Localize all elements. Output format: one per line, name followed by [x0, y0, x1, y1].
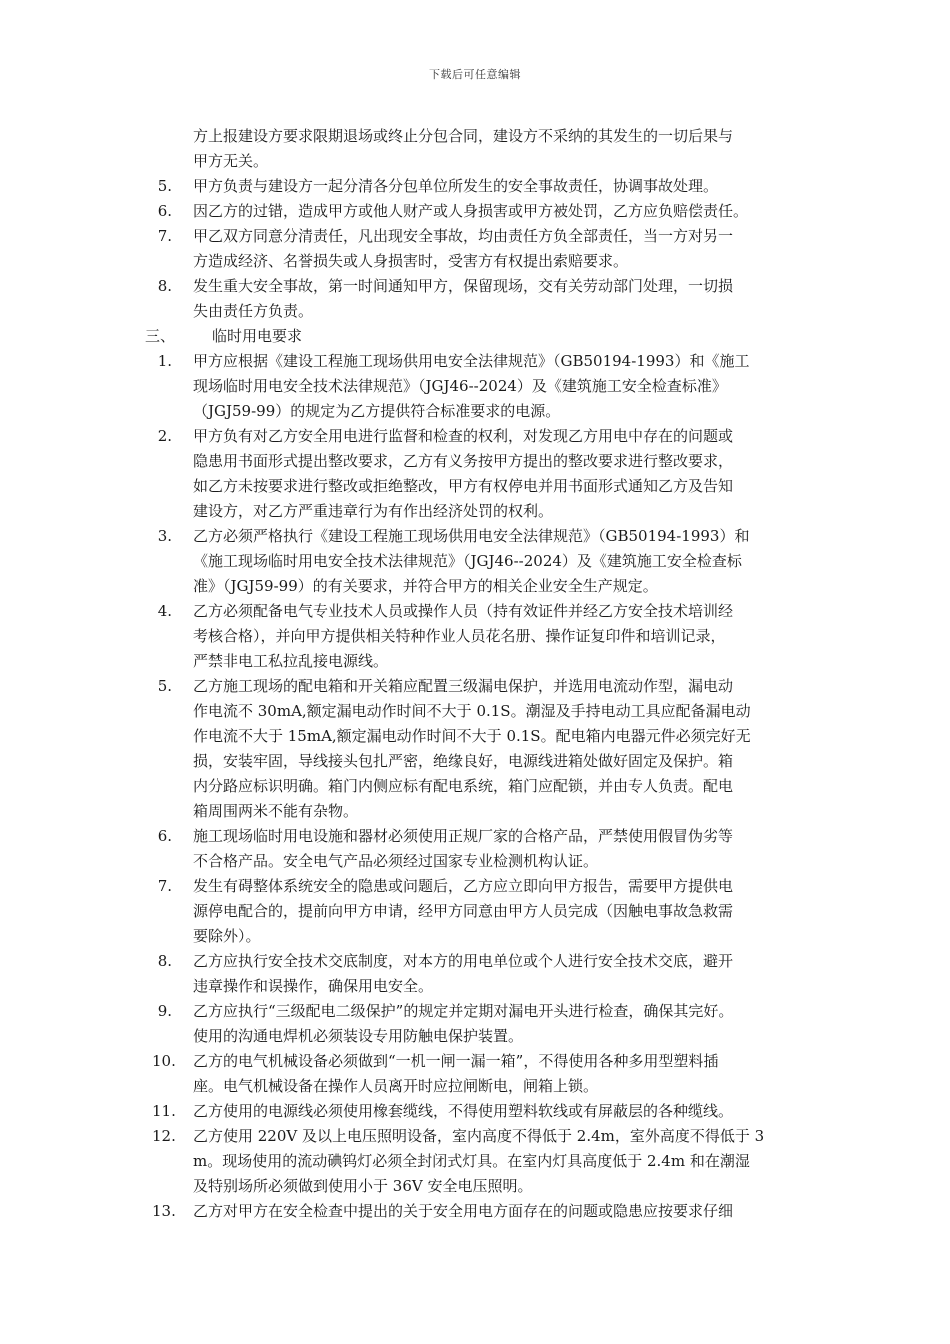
- list-item-text: 甲乙双方同意分清责任，凡出现安全事故，均由责任方负全部责任，当一方对另一: [193, 227, 734, 245]
- text-line: [0, 1024, 950, 1049]
- text-line: [0, 724, 950, 749]
- document-body: [0, 124, 950, 1224]
- list-item-text: 现场临时用电安全技术法律规范》（JGJ46--2024）及《建筑施工安全检查标准》: [193, 377, 727, 395]
- list-item-number: 5.: [157, 177, 172, 195]
- list-item-number: 6.: [157, 202, 172, 220]
- list-item-text: 座。电气机械设备在操作人员离开时应拉闸断电，闸箱上锁。: [193, 1077, 599, 1095]
- list-item-text: 箱周围两米不能有杂物。: [193, 802, 359, 820]
- list-item-text: 《施工现场临时用电安全技术法律规范》（JGJ46--2024）及《建筑施工安全检查标: [193, 552, 742, 570]
- list-item-number: 7.: [157, 877, 172, 895]
- list-item-text: 乙方应执行“三级配电二级保护”的规定并定期对漏电开头进行检查，确保其完好。: [193, 1002, 734, 1020]
- text-line: [0, 1074, 950, 1099]
- text-line: [0, 599, 950, 624]
- section-number: 三、: [145, 327, 176, 345]
- list-item-number: 9.: [157, 1002, 172, 1020]
- text-line: [0, 174, 950, 199]
- text-line: [0, 549, 950, 574]
- text-line: [0, 424, 950, 449]
- list-item-text: 方上报建设方要求限期退场或终止分包合同，建设方不采纳的其发生的一切后果与: [193, 127, 734, 145]
- text-line: [0, 974, 950, 999]
- list-item-text: m。现场使用的流动碘钨灯必须全封闭式灯具。在室内灯具高度低于 2.4m 和在潮湿: [193, 1152, 750, 1170]
- list-item-number: 12.: [152, 1127, 176, 1145]
- list-item-number: 1.: [157, 352, 172, 370]
- list-item-text: 因乙方的过错，造成甲方或他人财产或人身损害或甲方被处罚，乙方应负赔偿责任。: [193, 202, 749, 220]
- list-item-text: 损，安装牢固，导线接头包扎严密，绝缘良好，电源线进箱处做好固定及保护。箱: [193, 752, 734, 770]
- list-item-text: 建设方，对乙方严重违章行为有作出经济处罚的权利。: [193, 502, 554, 520]
- list-item-text: 准》（JGJ59-99）的有关要求，并符合甲方的相关企业安全生产规定。: [193, 577, 658, 595]
- text-line: [0, 774, 950, 799]
- text-line: [0, 824, 950, 849]
- list-item-text: 甲方负责与建设方一起分清各分包单位所发生的安全事故责任，协调事故处理。: [193, 177, 719, 195]
- list-item-text: 如乙方未按要求进行整改或拒绝整改，甲方有权停电并用书面形式通知乙方及告知: [193, 477, 734, 495]
- text-line: [0, 849, 950, 874]
- list-item-text: 及特别场所必须做到使用小于 36V 安全电压照明。: [193, 1177, 533, 1195]
- text-line: [0, 499, 950, 524]
- section-heading: [0, 324, 950, 349]
- text-line: [0, 899, 950, 924]
- list-item-text: 施工现场临时用电设施和器材必须使用正规厂家的合格产品，严禁使用假冒伪劣等: [193, 827, 734, 845]
- list-item-text: 乙方必须配备电气专业技术人员或操作人员（持有效证件并经乙方安全技术培训经: [193, 602, 734, 620]
- list-item-number: 13.: [152, 1202, 176, 1220]
- text-line: [0, 924, 950, 949]
- list-item-text: 甲方负有对乙方安全用电进行监督和检查的权利，对发现乙方用电中存在的问题或: [193, 427, 734, 445]
- list-item-text: 严禁非电工私拉乱接电源线。: [193, 652, 389, 670]
- text-line: [0, 374, 950, 399]
- text-line: [0, 349, 950, 374]
- text-line: [0, 224, 950, 249]
- text-line: [0, 1124, 950, 1149]
- list-item-text: 失由责任方负责。: [193, 302, 314, 320]
- text-line: [0, 624, 950, 649]
- list-item-text: 乙方使用 220V 及以上电压照明设备，室内高度不得低于 2.4m，室外高度不得低于 3: [193, 1127, 765, 1145]
- list-item-text: 甲方应根据《建设工程施工现场供用电安全法律规范》（GB50194-1993）和《施工: [193, 352, 750, 370]
- section-title: 临时用电要求: [212, 327, 303, 345]
- text-line: [0, 674, 950, 699]
- list-item-text: 乙方对甲方在安全检查中提出的关于安全用电方面存在的问题或隐患应按要求仔细: [193, 1202, 734, 1220]
- list-item-text: 考核合格），并向甲方提供相关特种作业人员花名册、操作证复印件和培训记录，: [193, 627, 726, 645]
- list-item-number: 8.: [157, 952, 172, 970]
- list-item-text: 要除外）。: [193, 927, 261, 945]
- text-line: [0, 449, 950, 474]
- list-item-text: 发生重大安全事故，第一时间通知甲方，保留现场，交有关劳动部门处理，一切损: [193, 277, 734, 295]
- list-item-text: 使用的沟通电焊机必须装设专用防触电保护装置。: [193, 1027, 524, 1045]
- list-item-text: 作电流不 30mA,额定漏电动作时间不大于 0.1S。潮湿及手持电动工具应配备漏电动: [193, 702, 751, 720]
- list-item-text: 乙方施工现场的配电箱和开关箱应配置三级漏电保护，并选用电流动作型，漏电动: [193, 677, 734, 695]
- text-line: [0, 574, 950, 599]
- list-item-number: 8.: [157, 277, 172, 295]
- list-item-number: 4.: [157, 602, 172, 620]
- text-line: [0, 124, 950, 149]
- list-item-text: 甲方无关。: [193, 152, 269, 170]
- text-line: [0, 649, 950, 674]
- list-item-text: 乙方应执行安全技术交底制度，对本方的用电单位或个人进行安全技术交底，避开: [193, 952, 734, 970]
- list-item-text: 作电流不大于 15mA,额定漏电动作时间不大于 0.1S。配电箱内电器元件必须完好无: [193, 727, 751, 745]
- list-item-text: （JGJ59-99）的规定为乙方提供符合标准要求的电源。: [193, 402, 561, 420]
- list-item-number: 5.: [157, 677, 172, 695]
- page-header-note: 下载后可任意编辑: [429, 68, 521, 81]
- text-line: [0, 274, 950, 299]
- text-line: [0, 874, 950, 899]
- list-item-text: 内分路应标识明确。箱门内侧应标有配电系统，箱门应配锁，并由专人负责。配电: [193, 777, 734, 795]
- text-line: [0, 949, 950, 974]
- list-item-text: 方造成经济、名誉损失或人身损害时，受害方有权提出索赔要求。: [193, 252, 629, 270]
- list-item-text: 违章操作和误操作，确保用电安全。: [193, 977, 434, 995]
- text-line: [0, 524, 950, 549]
- list-item-number: 2.: [157, 427, 172, 445]
- text-line: [0, 1149, 950, 1174]
- text-line: [0, 199, 950, 224]
- text-line: [0, 699, 950, 724]
- list-item-number: 7.: [157, 227, 172, 245]
- text-line: [0, 474, 950, 499]
- list-item-text: 乙方使用的电源线必须使用橡套缆线，不得使用塑料软线或有屏蔽层的各种缆线。: [193, 1102, 734, 1120]
- list-item-text: 隐患用书面形式提出整改要求，乙方有义务按甲方提出的整改要求进行整改要求，: [193, 452, 734, 470]
- list-item-text: 发生有碍整体系统安全的隐患或问题后，乙方应立即向甲方报告，需要甲方提供电: [193, 877, 734, 895]
- text-line: [0, 1199, 950, 1224]
- text-line: [0, 299, 950, 324]
- text-line: [0, 749, 950, 774]
- list-item-number: 3.: [157, 527, 172, 545]
- text-line: [0, 1174, 950, 1199]
- text-line: [0, 999, 950, 1024]
- text-line: [0, 399, 950, 424]
- text-line: [0, 1049, 950, 1074]
- text-line: [0, 1099, 950, 1124]
- text-line: [0, 149, 950, 174]
- list-item-text: 乙方必须严格执行《建设工程施工现场供用电安全法律规范》（GB50194-1993）和: [193, 527, 750, 545]
- list-item-number: 10.: [152, 1052, 176, 1070]
- list-item-text: 乙方的电气机械设备必须做到“一机一闸一漏一箱”，不得使用各种多用型塑料插: [193, 1052, 719, 1070]
- list-item-text: 源停电配合的，提前向甲方申请，经甲方同意由甲方人员完成（因触电事故急救需: [193, 902, 734, 920]
- text-line: [0, 799, 950, 824]
- list-item-number: 11.: [152, 1102, 176, 1120]
- text-line: [0, 249, 950, 274]
- list-item-text: 不合格产品。安全电气产品必须经过国家专业检测机构认证。: [193, 852, 599, 870]
- list-item-number: 6.: [157, 827, 172, 845]
